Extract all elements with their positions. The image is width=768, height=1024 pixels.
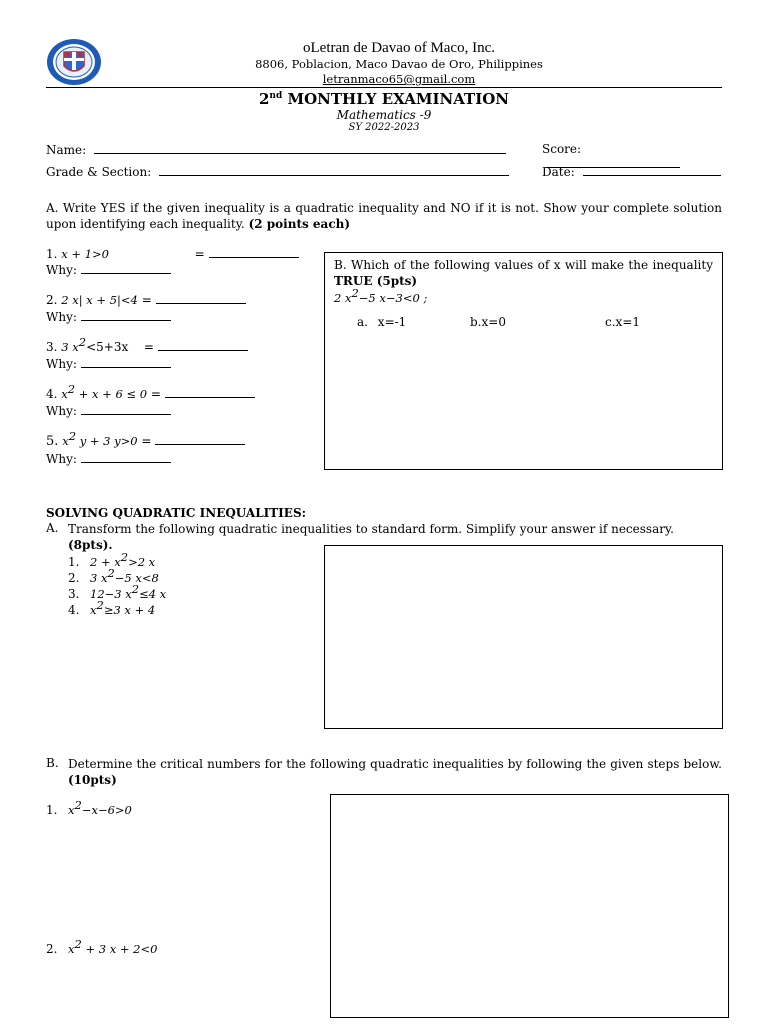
school-address: 8806, Poblacion, Maco Davao de Oro, Philippines [255, 57, 543, 71]
answer-blank[interactable] [155, 433, 245, 445]
solving-a-item-1 [68, 550, 166, 570]
why-label: Why: [46, 404, 77, 418]
why-blank[interactable] [81, 451, 171, 463]
item-expression: 2 + x [90, 555, 121, 569]
item-expression: 3 x [90, 571, 108, 585]
item-equals: = [143, 340, 154, 354]
item-expression-rest: −x−6>0 [81, 803, 132, 817]
part-a-text: A. Write YES if the given inequality is a quadratic inequality and NO if it is not. Show your complete solution upon identifying each inequality. [46, 201, 722, 231]
exam-title-num: 2 [258, 90, 270, 108]
item-expression: 3 x [61, 340, 79, 354]
part-a-item-4 [46, 382, 255, 401]
part-b-points: TRUE (5pts) [334, 274, 418, 288]
part-a-instruction [46, 200, 722, 232]
item-number: 3. [68, 587, 80, 601]
why-label: Why: [46, 357, 77, 371]
solving-b-instruction [68, 756, 722, 788]
score-label: Score: [542, 142, 582, 156]
solving-a-item-3 [68, 582, 167, 602]
part-a-why-2 [46, 309, 171, 324]
choice-letter: a. [357, 315, 368, 329]
item-expression: 12−3 x [90, 587, 132, 601]
choice-value: x=-1 [377, 315, 407, 329]
ineq-rest: −5 x−3<0 ; [358, 291, 428, 305]
item-number: 2. [46, 942, 58, 956]
choice-value: x=1 [615, 315, 641, 329]
solving-a-answer-box[interactable] [324, 545, 723, 729]
item-number: 1. [46, 803, 58, 817]
ineq-exponent: 2 [351, 286, 359, 300]
answer-blank[interactable] [165, 386, 255, 398]
item-expression: x + 1>0 [61, 247, 109, 261]
why-blank[interactable] [81, 309, 171, 321]
part-b-text: B. Which of the following values of x will make the inequality [334, 258, 713, 272]
part-a-item-2 [46, 292, 246, 307]
grade-row [46, 164, 516, 179]
item-exponent: 2 [120, 550, 129, 564]
item-expression-rest: + 3 x + 2<0 [81, 942, 158, 956]
solving-a-item-4 [68, 598, 166, 618]
name-field[interactable] [94, 142, 506, 154]
choice-b[interactable] [470, 315, 506, 329]
solving-a-points: (8pts). [68, 538, 113, 552]
part-a-why-4 [46, 403, 171, 418]
grade-field[interactable] [159, 164, 509, 176]
item-number: 2. [68, 571, 80, 585]
part-a-item-5 [46, 429, 245, 449]
solving-b-text: Determine the critical numbers for the following quadratic inequalities by following the given steps below. [68, 757, 722, 771]
why-blank[interactable] [81, 403, 171, 415]
item-equals: = [141, 293, 152, 307]
item-expression-rest: ≤4 x [139, 587, 167, 601]
choice-value: x=0 [481, 315, 506, 329]
item-number: 4. [68, 603, 80, 617]
ineq-part: 2 x [334, 291, 352, 305]
name-row [46, 142, 506, 157]
solving-b-points: (10pts) [68, 773, 117, 787]
answer-blank[interactable] [209, 246, 299, 258]
item-number: 4. [46, 387, 58, 401]
part-b-box[interactable] [324, 252, 723, 470]
item-expression: x [62, 434, 69, 448]
solving-b-label: B. [46, 756, 59, 770]
part-a-why-1 [46, 262, 171, 277]
exam-title-rest: MONTHLY EXAMINATION [282, 90, 510, 108]
part-a-why-5 [46, 451, 171, 466]
item-exponent: 2 [68, 429, 77, 443]
date-row [542, 164, 722, 179]
school-email[interactable]: letranmaco65@gmail.com [322, 72, 476, 86]
school-name: oLetran de Davao of Maco, Inc. [303, 40, 495, 56]
why-label: Why: [46, 263, 77, 277]
item-number: 2. [46, 293, 58, 307]
item-exponent: 2 [74, 798, 82, 812]
item-equals: = [150, 387, 161, 401]
part-a-item-3 [46, 335, 248, 354]
item-expression: x [90, 603, 97, 617]
grade-label: Grade & Section: [46, 165, 152, 179]
part-a-why-3 [46, 356, 171, 371]
solving-heading: SOLVING QUADRATIC INEQUALITIES: [46, 506, 307, 520]
name-label: Name: [46, 143, 87, 157]
item-expression: x [68, 803, 75, 817]
why-blank[interactable] [81, 262, 171, 274]
solving-b-answer-box[interactable] [330, 794, 729, 1018]
date-label: Date: [542, 165, 575, 179]
item-expression-rest: ≥3 x + 4 [103, 603, 156, 617]
part-b-question [334, 257, 713, 289]
item-expression: 2 x| x + 5|<4 [61, 293, 138, 307]
item-exponent: 2 [96, 598, 104, 612]
why-label: Why: [46, 452, 77, 466]
item-exponent: 2 [107, 566, 115, 580]
exam-title-sup: nd [269, 91, 283, 101]
item-equals: = [194, 247, 205, 261]
item-exponent: 2 [74, 937, 82, 951]
answer-blank[interactable] [158, 339, 248, 351]
answer-blank[interactable] [156, 292, 246, 304]
solving-a-text: Transform the following quadratic inequalities to standard form. Simplify your answer if necessary. [68, 522, 674, 536]
item-expression-rest: <5+3x [86, 340, 129, 354]
item-equals: = [141, 434, 152, 448]
exam-subject: Mathematics -9 [336, 108, 432, 122]
item-expression-rest: y + 3 y>0 [76, 434, 138, 448]
header-divider [46, 87, 722, 88]
part-a-item-1 [46, 246, 299, 261]
item-exponent: 2 [131, 582, 140, 596]
item-number: 1. [46, 247, 58, 261]
date-field[interactable] [583, 164, 721, 176]
choice-letter: c. [605, 315, 616, 329]
item-number: 1. [68, 555, 80, 569]
part-b-inequality [334, 286, 428, 305]
item-exponent: 2 [67, 382, 76, 396]
item-exponent: 2 [78, 335, 87, 349]
choice-letter: b. [470, 315, 482, 329]
item-number: 3. [46, 340, 58, 354]
item-expression-rest: + x + 6 ≤ 0 [75, 387, 148, 401]
item-expression-rest: >2 x [128, 555, 156, 569]
exam-school-year: SY 2022-2023 [348, 122, 420, 133]
why-blank[interactable] [81, 356, 171, 368]
exam-title [0, 90, 768, 108]
solving-a-item-2 [68, 566, 166, 586]
why-label: Why: [46, 310, 77, 324]
solving-a-label: A. [46, 521, 59, 535]
choice-c[interactable] [605, 315, 640, 329]
item-expression: x [61, 387, 68, 401]
solving-b-item-1 [46, 798, 132, 817]
item-expression: x [68, 942, 75, 956]
solving-a-list [68, 550, 167, 618]
item-number: 5. [46, 434, 59, 449]
part-a-points: (2 points each) [248, 217, 351, 231]
choice-a[interactable] [357, 315, 406, 329]
item-expression-rest: −5 x<8 [114, 571, 159, 585]
solving-b-item-2 [46, 937, 158, 956]
